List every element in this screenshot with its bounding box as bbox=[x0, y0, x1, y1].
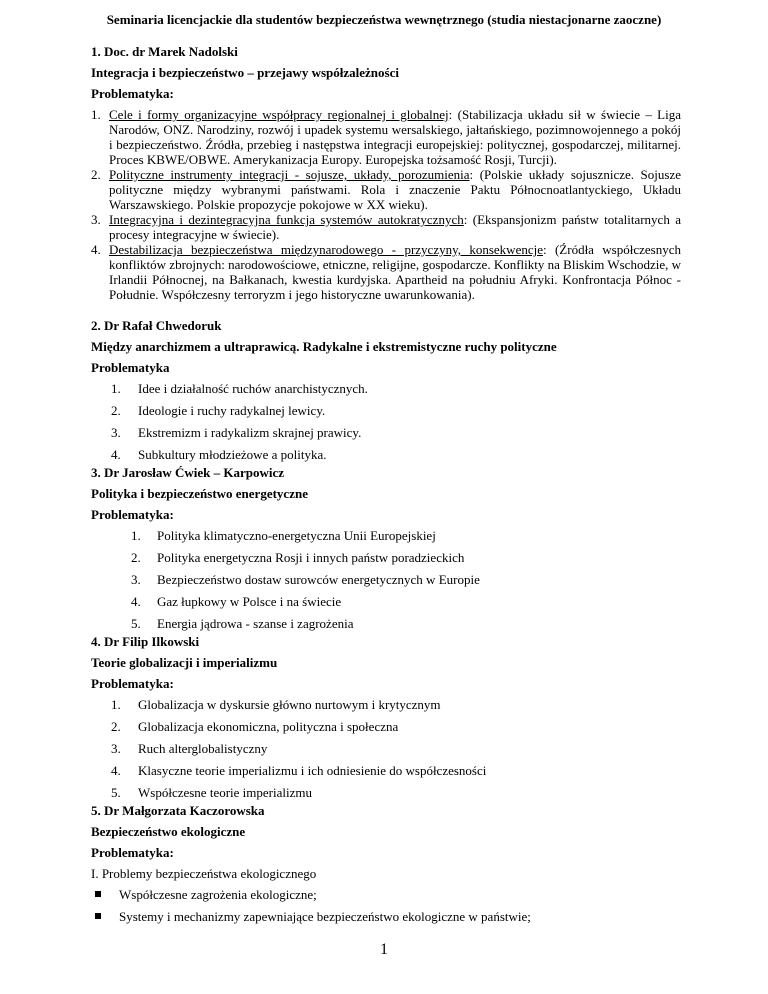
item-number: 2. bbox=[111, 719, 121, 734]
item-text: Bezpieczeństwo dostaw surowców energetycznych w Europie bbox=[157, 572, 480, 587]
section-1-problematyka-label: Problematyka: bbox=[91, 86, 174, 101]
topic-number: 1. bbox=[91, 107, 101, 122]
item-text: Gaz łupkowy w Polsce i na świecie bbox=[157, 594, 342, 609]
section-4-topic-list bbox=[91, 697, 681, 803]
section-5-bullet-list bbox=[91, 887, 681, 931]
item-number: 1. bbox=[131, 528, 141, 543]
section-1-heading: 1. Doc. dr Marek Nadolski bbox=[91, 44, 238, 59]
item-number: 5. bbox=[111, 785, 121, 800]
list-item bbox=[91, 381, 681, 403]
item-text: Współczesne teorie imperializmu bbox=[138, 785, 312, 800]
list-item bbox=[91, 763, 681, 785]
item-text: Ruch alterglobalistyczny bbox=[138, 741, 268, 756]
item-number: 4. bbox=[131, 594, 141, 609]
list-item bbox=[91, 887, 681, 909]
section-1-topic bbox=[91, 212, 681, 242]
topic-number: 3. bbox=[91, 212, 101, 227]
topic-description: : (Stabilizacja układu sił w świecie – Liga Narodów, ONZ. Narodziny, rozwój i upadek systemu wersalskiego, jałtańskiego, pozimnowojennego a pokój i bezpieczeństwo. Źródła, przebieg i następstwa integracji europejskiej: politycznej, gospodarczej, militarnej. Proces KBWE/OBWE. Amerykanizacja Europy. Europejska tożsamość Rosji, Turcji). bbox=[109, 107, 682, 167]
item-text: Globalizacja w dyskursie główno nurtowym i krytycznym bbox=[138, 697, 441, 712]
square-bullet-icon bbox=[95, 913, 101, 919]
section-2-heading: 2. Dr Rafał Chwedoruk bbox=[91, 318, 222, 333]
list-item bbox=[91, 403, 681, 425]
page-header: Seminaria licencjackie dla studentów bezpieczeństwa wewnętrznego (studia niestacjonarne zaoczne) bbox=[106, 12, 662, 27]
section-2-topic-list bbox=[91, 381, 681, 465]
section-1-topic-list bbox=[91, 107, 681, 302]
item-number: 3. bbox=[111, 741, 121, 756]
page-number: 1 bbox=[380, 941, 388, 958]
list-item bbox=[91, 594, 681, 616]
section-3-problematyka-label: Problematyka: bbox=[91, 507, 174, 522]
item-number: 2. bbox=[131, 550, 141, 565]
square-bullet-icon bbox=[95, 891, 101, 897]
item-text: Klasyczne teorie imperializmu i ich odniesienie do współczesności bbox=[138, 763, 487, 778]
section-5-heading: 5. Dr Małgorzata Kaczorowska bbox=[91, 803, 265, 818]
list-item bbox=[91, 550, 681, 572]
topic-heading: Destabilizacja bezpieczeństwa międzynarodowego - przyczyny, konsekwencje bbox=[109, 242, 543, 257]
list-item bbox=[91, 528, 681, 550]
list-item bbox=[91, 616, 681, 634]
topic-description: : (Ekspansjonizm państw totalitarnych a procesy integracyjne w świecie). bbox=[109, 212, 681, 242]
list-item bbox=[91, 785, 681, 803]
topic-number: 2. bbox=[91, 167, 101, 182]
item-number: 4. bbox=[111, 763, 121, 778]
section-1-topic bbox=[91, 107, 681, 167]
section-4-heading: 4. Dr Filip Ilkowski bbox=[91, 634, 200, 649]
topic-heading: Polityczne instrumenty integracji - sojusze, układy, porozumienia bbox=[109, 167, 470, 182]
topic-heading: Cele i formy organizacyjne współpracy regionalnej i globalnej bbox=[109, 107, 449, 122]
section-1-title: Integracja i bezpieczeństwo – przejawy współzależności bbox=[91, 65, 399, 80]
item-text: Idee i działalność ruchów anarchistycznych. bbox=[138, 381, 368, 396]
section-3-heading: 3. Dr Jarosław Ćwiek – Karpowicz bbox=[91, 465, 285, 480]
section-5-title: Bezpieczeństwo ekologiczne bbox=[91, 824, 246, 839]
list-item bbox=[91, 425, 681, 447]
section-5-problematyka-label: Problematyka: bbox=[91, 845, 174, 860]
item-number: 1. bbox=[111, 697, 121, 712]
topic-description: : (Polskie układy sojusznicze. Sojusze polityczne między wybranymi państwami. Rola i znaczenie Paktu Północnoatlantyckiego, Układu Warszawskiego. Polskie propozycje pokojowe w XX wieku). bbox=[109, 167, 682, 212]
document-body bbox=[91, 44, 681, 931]
list-item bbox=[91, 697, 681, 719]
list-item bbox=[91, 741, 681, 763]
item-text: Subkultury młodzieżowe a polityka. bbox=[138, 447, 327, 462]
list-item bbox=[91, 719, 681, 741]
item-number: 3. bbox=[131, 572, 141, 587]
item-text: Polityka energetyczna Rosji i innych państw poradzieckich bbox=[157, 550, 465, 565]
item-number: 1. bbox=[111, 381, 121, 396]
item-text: Ekstremizm i radykalizm skrajnej prawicy. bbox=[138, 425, 362, 440]
topic-description: : (Źródła współczesnych konfliktów zbrojnych: narodowościowe, etniczne, religijne, gospodarcze. Konflikty na Bliskim Wschodzie, w Irlandii Północnej, na Bałkanach, kwestia kurdyjska. Apartheid na południu Afryki. Konfrontacja Północ - Południe. Współczesny terroryzm i jego historyczne uwarunkowania). bbox=[109, 242, 681, 302]
section-3-topic-list bbox=[91, 528, 681, 634]
section-3-title: Polityka i bezpieczeństwo energetyczne bbox=[91, 486, 308, 501]
item-text: Współczesne zagrożenia ekologiczne; bbox=[119, 887, 317, 902]
section-4-problematyka-label: Problematyka: bbox=[91, 676, 174, 691]
section-1-topic bbox=[91, 167, 681, 212]
list-item bbox=[91, 909, 681, 931]
item-text: Globalizacja ekonomiczna, polityczna i społeczna bbox=[138, 719, 399, 734]
topic-heading: Integracyjna i dezintegracyjna funkcja systemów autokratycznych bbox=[109, 212, 464, 227]
item-number: 5. bbox=[131, 616, 141, 631]
item-text: Ideologie i ruchy radykalnej lewicy. bbox=[138, 403, 326, 418]
item-number: 2. bbox=[111, 403, 121, 418]
section-2-problematyka-label: Problematyka bbox=[91, 360, 170, 375]
item-text: Systemy i mechanizmy zapewniające bezpieczeństwo ekologiczne w państwie; bbox=[119, 909, 531, 924]
item-number: 4. bbox=[111, 447, 121, 462]
section-2-title: Między anarchizmem a ultraprawicą. Radykalne i ekstremistyczne ruchy polityczne bbox=[91, 339, 557, 354]
item-number: 3. bbox=[111, 425, 121, 440]
section-4-title: Teorie globalizacji i imperializmu bbox=[91, 655, 278, 670]
item-text: Polityka klimatyczno-energetyczna Unii Europejskiej bbox=[157, 528, 436, 543]
section-1-topic bbox=[91, 242, 681, 302]
topic-number: 4. bbox=[91, 242, 101, 257]
section-5-subheading: I. Problemy bezpieczeństwa ekologicznego bbox=[91, 866, 317, 881]
list-item bbox=[91, 447, 681, 465]
list-item bbox=[91, 572, 681, 594]
item-text: Energia jądrowa - szanse i zagrożenia bbox=[157, 616, 354, 631]
